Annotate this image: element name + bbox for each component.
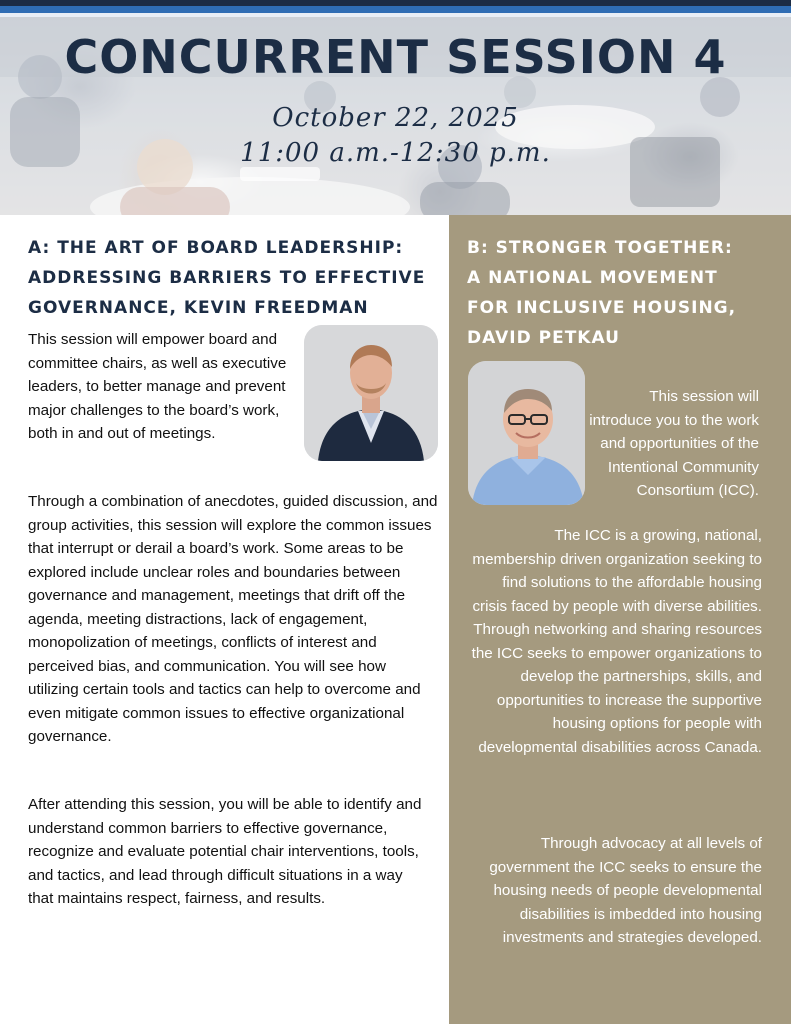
page-title: CONCURRENT SESSION 4 xyxy=(64,30,727,84)
session-a-column xyxy=(0,215,449,1024)
session-b-heading-line: FOR INCLUSIVE HOUSING, xyxy=(467,298,737,318)
session-b-paragraph: This session will introduce you to the work and opportunities of the Intentional Community Consortium (ICC). xyxy=(589,388,759,499)
session-time: 11:00 a.m.-12:30 p.m. xyxy=(240,138,551,168)
session-a-paragraph: This session will empower board and committee chairs, as well as executive leaders, to better manage and prevent major challenges to the board’s work, both in and out of meetings. xyxy=(28,331,287,442)
speaker-photo-kevin-freedman xyxy=(304,325,438,461)
session-date: October 22, 2025 xyxy=(272,103,519,133)
top-rule-blue xyxy=(0,6,791,13)
session-a-heading-line: ADDRESSING BARRIERS TO EFFECTIVE xyxy=(28,268,426,288)
session-b-column xyxy=(449,215,791,1024)
session-a-heading-line: GOVERNANCE, KEVIN FREEDMAN xyxy=(28,298,369,318)
session-a-paragraph: After attending this session, you will be able to identify and understand common barriers to effective governance, recognize and evaluate potential chair interventions, tools, and tactics, and lead through difficult situations in a way that maintains respect, fairness, and results. xyxy=(28,796,422,907)
hero-banner xyxy=(0,17,791,215)
speaker-photo-david-petkau xyxy=(468,361,585,505)
session-b-heading xyxy=(467,233,787,353)
session-a-paragraph: Through a combination of anecdotes, guided discussion, and group activities, this session will explore the common issues that interrupt or derail a board’s work. Some areas to be explored include unclear roles and boundaries between governance and management, meetings that drift off the agenda, meeting distractions, lack of engagement, monopolization of meetings, conflicts of interest and perceived bias, and communication. You will see how utilizing certain tools and tactics can help to overcome and even mitigate common issues to effective organizational governance. xyxy=(28,493,438,745)
session-a-heading-line: A: THE ART OF BOARD LEADERSHIP: xyxy=(28,238,404,258)
speaker-portrait xyxy=(304,325,438,461)
session-a-heading xyxy=(28,233,438,323)
session-b-paragraph: Through advocacy at all levels of government the ICC seeks to ensure the housing needs of people developmental disabilities is imbedded into housing investments and strategies developed. xyxy=(489,835,762,946)
speaker-portrait xyxy=(468,361,585,505)
session-b-heading-line: DAVID PETKAU xyxy=(467,328,620,348)
session-b-paragraph: The ICC is a growing, national, membership driven organization seeking to find solutions to the affordable housing crisis faced by people with diverse abilities. Through networking and sharing resources the ICC seeks to empower organizations to develop the partnerships, skills, and opportunities to increase the supportive housing options for people with developmental disabilities across Canada. xyxy=(471,527,762,756)
session-b-heading-line: A NATIONAL MOVEMENT xyxy=(467,268,718,288)
session-b-heading-line: B: STRONGER TOGETHER: xyxy=(467,238,733,258)
